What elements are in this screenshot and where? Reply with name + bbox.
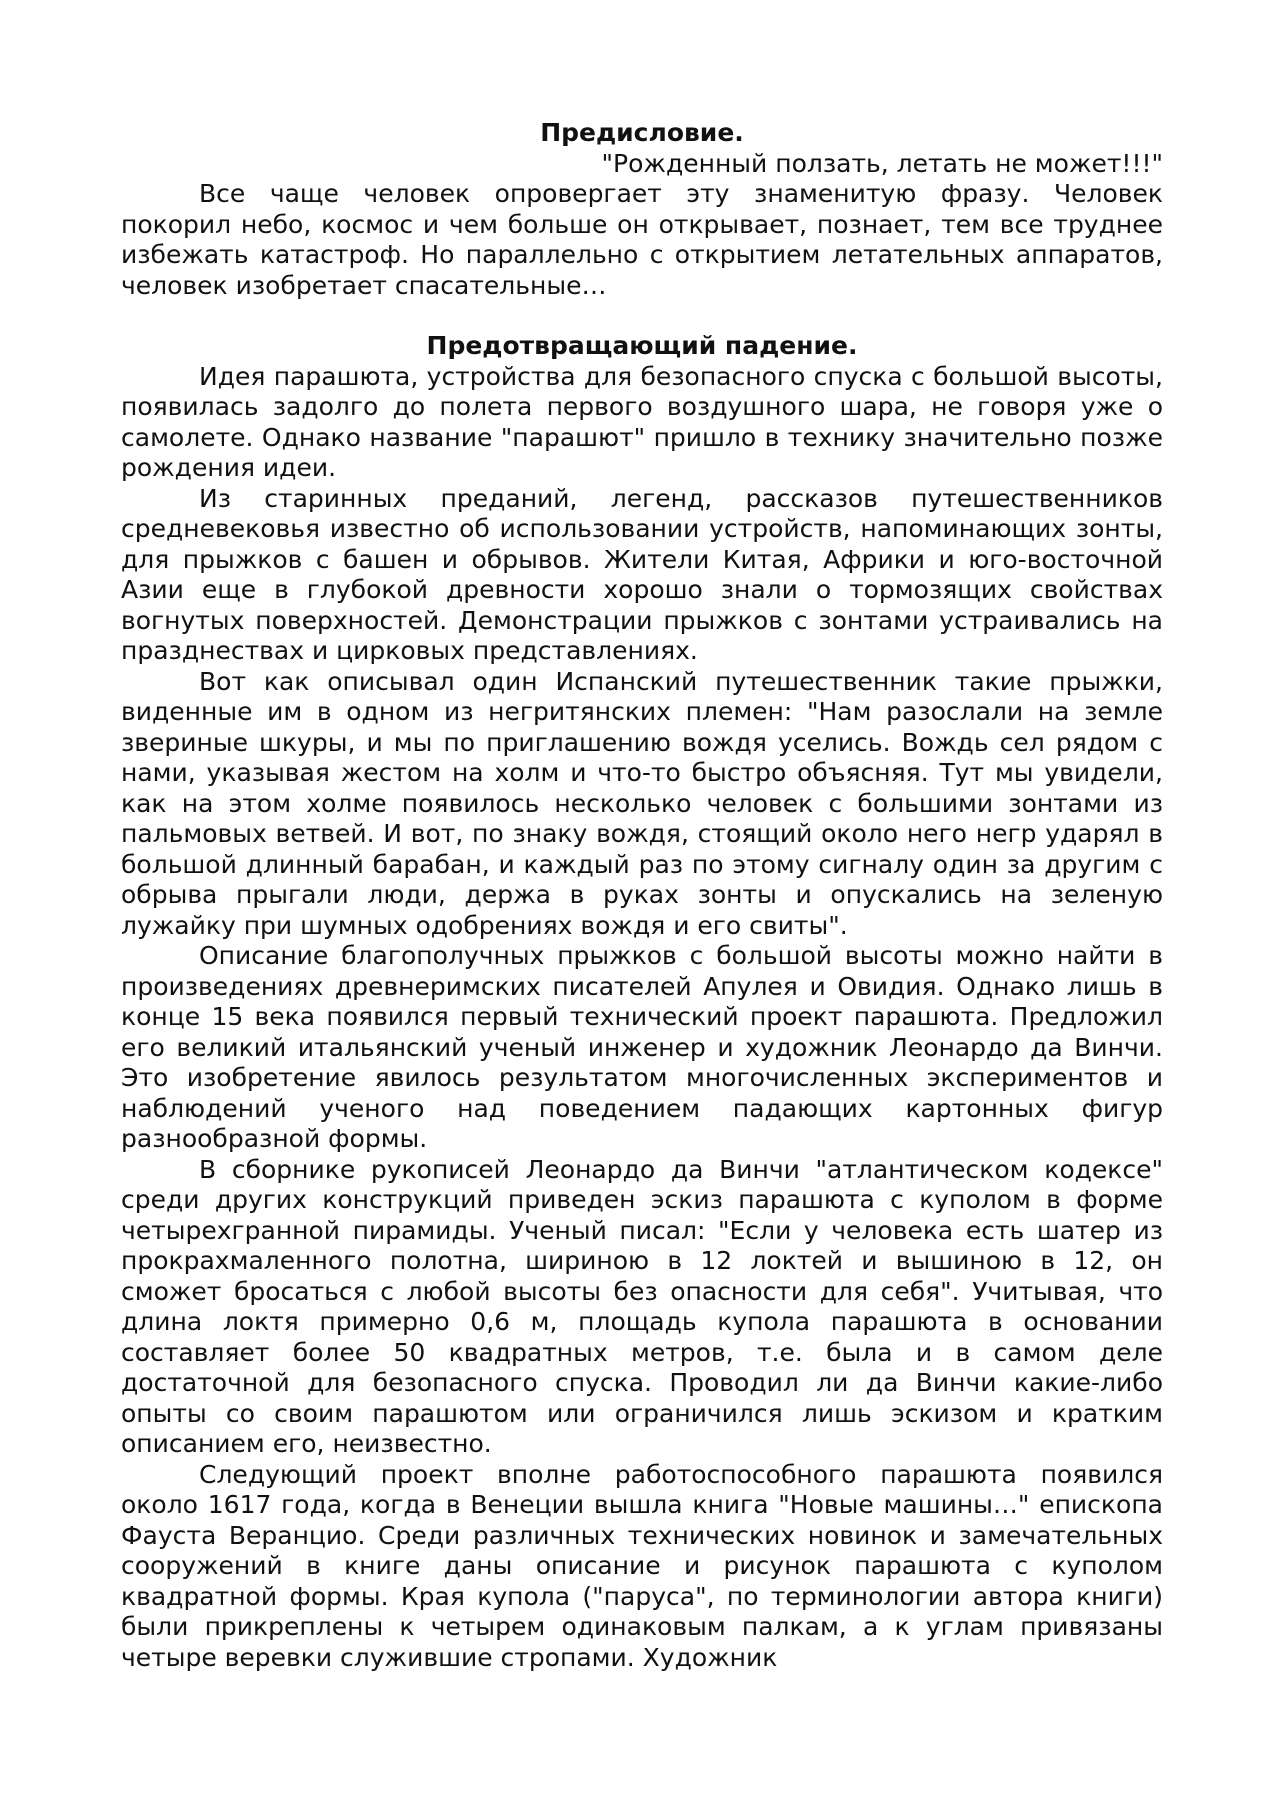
paragraph: В сборнике рукописей Леонардо да Винчи "атлантическом кодексе" среди других конструкций приведен эскиз парашюта с куполом в форме четырехгранной пирамиды. Ученый писал: "Если у человека есть шатер из прокрахмаленного полотна, шириною в 12 локтей и вышиною в 12, он сможет бросаться с любой высоты без опасности для себя". Учитывая, что длина локтя примерно 0,6 м, площадь купола парашюта в основании составляет более 50 квадратных метров, т.е. была и в самом деле достаточной для безопасного спуска. Проводил ли да Винчи какие-либо опыты со своим парашютом или ограничился лишь эскизом и кратким описанием его, неизвестно.	[121, 1154, 1163, 1458]
document-page	[121, 118, 1163, 1673]
paragraph: Вот как описывал один Испанский путешественник такие прыжки, виденные им в одном из негритянских племен: "Нам разослали на земле звериные шкуры, и мы по приглашению вождя уселись. Вождь сел рядом с нами, указывая жестом на холм и что-то быстро объясняя. Тут мы увидели, как на этом холме появилось несколько человек с большими зонтами из пальмовых ветвей. И вот, по знаку вождя, стоящий около него негр ударял в большой длинный барабан, и каждый раз по этому сигналу один за другим с обрыва прыгали люди, держа в руках зонты и опускались на зеленую лужайку при шумных одобрениях вождя и его свиты".	[121, 666, 1163, 940]
epigraph: "Рожденный ползать, летать не может!!!"	[601, 148, 1163, 178]
preface-paragraph: Все чаще человек опровергает эту знаменитую фразу. Человек покорил небо, космос и чем больше он открывает, познает, тем все труднее избежать катастроф. Но параллельно с открытием летательных аппаратов, человек изобретает спасательные…	[121, 179, 1163, 300]
preface-title: Предисловие.	[540, 118, 744, 147]
paragraph: Следующий проект вполне работоспособного парашюта появился около 1617 года, когда в Венеции вышла книга "Новые машины…" епископа Фауста Веранцио. Среди различных технических новинок и замечательных сооружений в книге даны описание и рисунок парашюта с куполом квадратной формы. Края купола ("паруса", по терминологии автора книги) были прикреплены к четырем одинаковым палкам, а к углам привязаны четыре веревки служившие стропами. Художник	[121, 1459, 1163, 1672]
paragraph: Описание благополучных прыжков с большой высоты можно найти в произведениях древнеримских писателей Апулея и Овидия. Однако лишь в конце 15 века появился первый технический проект парашюта. Предложил его великий итальянский ученый инженер и художник Леонардо да Винчи. Это изобретение явилось результатом многочисленных экспериментов и наблюдений ученого над поведением падающих картонных фигур разнообразной формы.	[121, 941, 1163, 1153]
paragraph: Из старинных преданий, легенд, рассказов путешественников средневековья известно об использовании устройств, напоминающих зонты, для прыжков с башен и обрывов. Жители Китая, Африки и юго-восточной Азии еще в глубокой древности хорошо знали о тормозящих свойствах вогнутых поверхностей. Демонстрации прыжков с зонтами устраивались на празднествах и цирковых представлениях.	[121, 483, 1163, 665]
paragraph: Идея парашюта, устройства для безопасного спуска с большой высоты, появилась задолго до полета первого воздушного шара, не говоря уже о самолете. Однако название "парашют" пришло в технику значительно позже рождения идеи.	[121, 361, 1163, 482]
section-title: Предотвращающий падение.	[426, 331, 858, 360]
